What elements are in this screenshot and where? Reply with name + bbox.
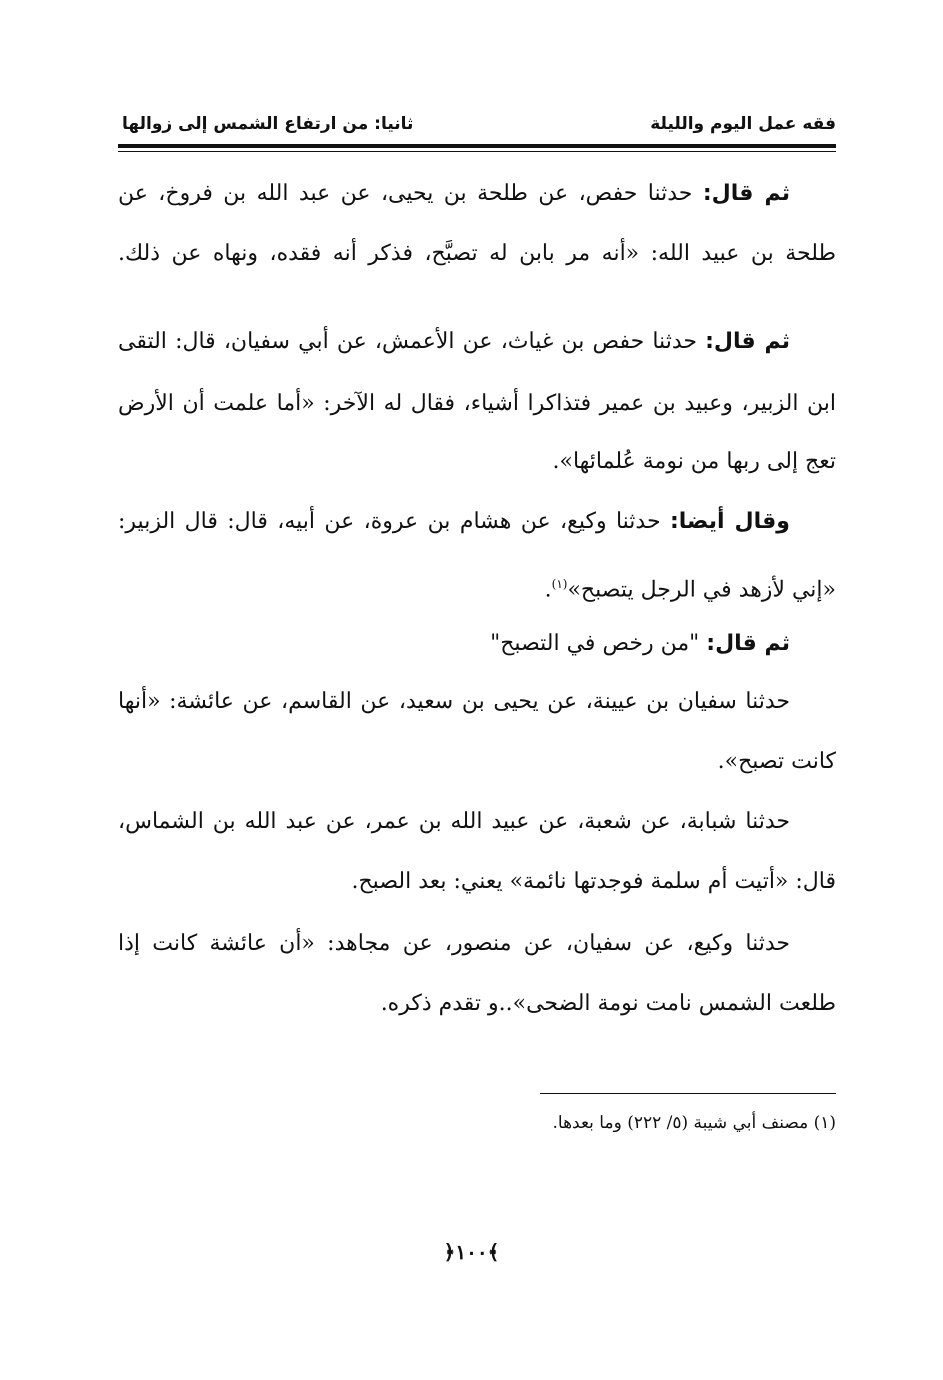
footnote-marker: (١) bbox=[551, 577, 568, 591]
text-line: تعج إلى ربها من نومة عُلمائها». bbox=[552, 449, 836, 474]
running-header bbox=[118, 112, 836, 142]
text-line: حدثنا وكيع، عن سفيان، عن منصور، عن مجاهد: «أن عائشة كانت إذا bbox=[118, 931, 790, 956]
text-line: حدثنا سفيان بن عيينة، عن يحيى بن سعيد، عن القاسم، عن عائشة: «أنها bbox=[118, 689, 790, 714]
text-line: «إني لأزهد في الرجل يتصبح»$^{(١)}$. bbox=[544, 577, 836, 603]
header-rule-thick bbox=[118, 144, 836, 148]
book-title: فقه عمل اليوم والليلة bbox=[650, 114, 836, 134]
text-line: ثم قال: حدثنا حفص بن غياث، عن الأعمش، عن أبي سفيان، قال: التقى bbox=[118, 329, 790, 354]
page-number: ﴿١٠٠﴾ bbox=[443, 1240, 500, 1264]
footnote: (١) مصنف أبي شيبة (٥/ ٢٢٢) وما بعدها. bbox=[552, 1113, 836, 1133]
text-line: حدثنا شبابة، عن شعبة، عن عبيد الله بن عمر، عن عبد الله بن الشماس، bbox=[118, 809, 790, 834]
text-line: قال: «أتيت أم سلمة فوجدتها نائمة» يعني: بعد الصبح. bbox=[351, 869, 836, 894]
text-line: طلحة بن عبيد الله: «أنه مر بابن له تصبَّح، فذكر أنه فقده، ونهاه عن ذلك. bbox=[118, 241, 836, 266]
text-line: وقال أيضا: حدثنا وكيع، عن هشام بن عروة، عن أبيه، قال: قال الزبير: bbox=[118, 509, 790, 534]
text-line: طلعت الشمس نامت نومة الضحى»..و تقدم ذكره. bbox=[380, 991, 836, 1016]
text-line: كانت تصبح». bbox=[717, 749, 836, 774]
footnote-separator bbox=[540, 1093, 836, 1094]
header-rule-thin bbox=[118, 151, 836, 152]
text-line: ابن الزبير، وعبيد بن عمير فتذاكرا أشياء، فقال له الآخر: «أما علمت أن الأرض bbox=[118, 391, 836, 416]
text-line: ثم قال: "من رخص في التصبح" bbox=[490, 631, 790, 656]
text-line: ثم قال: حدثنا حفص، عن طلحة بن يحيى، عن عبد الله بن فروخ، عن bbox=[118, 181, 790, 206]
section-title: ثانيا: من ارتفاع الشمس إلى زوالها bbox=[122, 114, 414, 134]
